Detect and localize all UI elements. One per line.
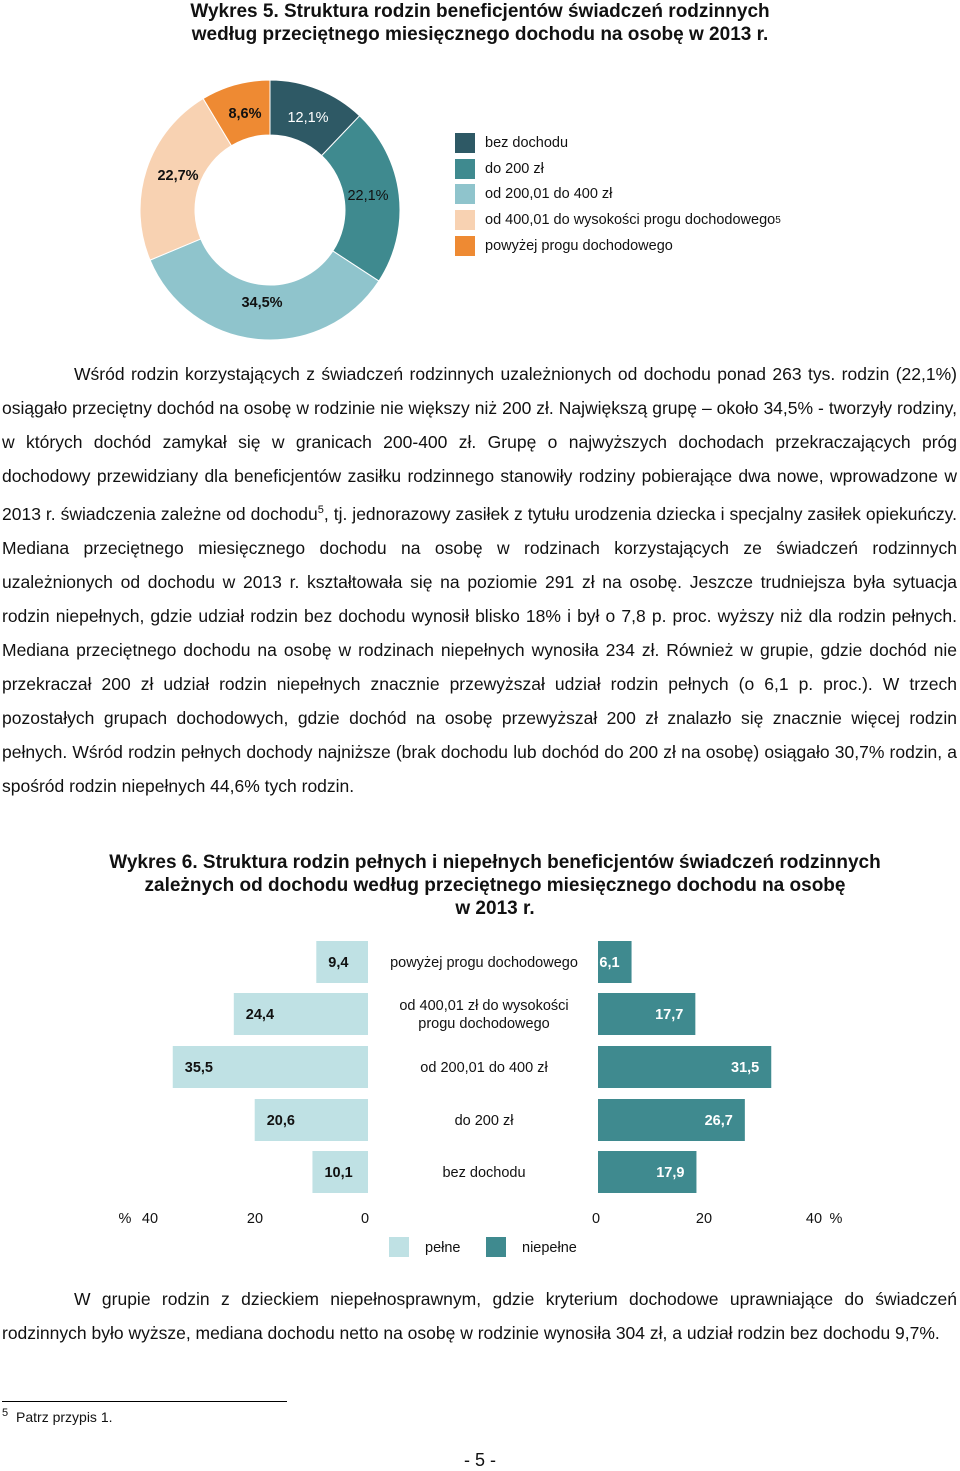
pie-slice-label: 22,1%	[347, 188, 389, 204]
legend-label: do 200 zł	[485, 161, 544, 177]
bar-pelne-label: 20,6	[266, 1113, 295, 1129]
axis-tick-right: 40	[805, 1211, 823, 1227]
footnote-text: Patrz przypis 1.	[16, 1408, 113, 1425]
category-label: bez dochodu	[442, 1165, 526, 1181]
bar-niepelne-label: 31,5	[731, 1060, 760, 1076]
footnote-number: 5	[2, 1407, 9, 1419]
legend-item	[455, 210, 781, 230]
category-label: do 200 zł	[454, 1113, 514, 1129]
chart1-title-line1: Wykres 5. Struktura rodzin beneficjentów świadczeń rodzinnych	[190, 1, 770, 22]
page-number: - 5 -	[463, 1450, 496, 1470]
legend-item	[455, 159, 544, 179]
legend-swatch	[455, 236, 475, 256]
footnote	[2, 1407, 113, 1425]
bar-pelne-label: 10,1	[324, 1165, 353, 1181]
legend-item	[455, 133, 568, 153]
category-label: powyżej progu dochodowego	[390, 955, 578, 971]
axis-tick-left: %	[118, 1211, 132, 1227]
legend-label: bez dochodu	[485, 135, 569, 151]
legend-label-niepelne: niepełne	[522, 1240, 577, 1256]
axis-tick-right: %	[829, 1211, 843, 1227]
legend-label: powyżej progu dochodowego	[485, 238, 673, 254]
chart2-title	[0, 851, 960, 920]
paragraph-1	[2, 357, 957, 803]
legend-label: od 400,01 do wysokości progu dochodowego	[485, 212, 776, 228]
chart2-title-line1: Wykres 6. Struktura rodzin pełnych i niepełnych beneficjentów świadczeń rodzinnych	[109, 852, 881, 873]
bar-chart	[0, 930, 960, 1270]
legend-label: od 200,01 do 400 zł	[485, 186, 613, 202]
bar-niepelne-label: 6,1	[599, 955, 620, 971]
chart2-title-line2: zależnych od dochodu według przeciętnego miesięcznego dochodu na osobę	[144, 875, 846, 896]
bar-niepelne-label: 26,7	[704, 1113, 733, 1129]
axis-tick-left: 0	[360, 1211, 370, 1227]
footnote-divider	[2, 1401, 287, 1402]
category-label: od 400,01 zł do wysokości	[399, 998, 569, 1014]
legend-label-pelne: pełne	[425, 1240, 461, 1256]
bar-pelne-label: 35,5	[184, 1060, 213, 1076]
footnote-ref: 5	[317, 504, 324, 516]
bar-niepelne-label: 17,7	[655, 1007, 684, 1023]
pie-slice-label: 22,7%	[157, 168, 199, 184]
legend-footnote-ref: 5	[775, 214, 781, 226]
pie-slice-label: 8,6%	[228, 106, 262, 122]
axis-tick-left: 40	[141, 1211, 159, 1227]
pie-slice-label: 34,5%	[241, 295, 283, 311]
category-label: progu dochodowego	[418, 1016, 550, 1032]
category-label: od 200,01 do 400 zł	[420, 1060, 548, 1076]
legend-item	[455, 184, 612, 204]
chart1-title-line2: według przeciętnego miesięcznego dochodu na osobę w 2013 r.	[191, 24, 769, 45]
pie-slice-label: 12,1%	[287, 110, 329, 126]
axis-tick-right: 0	[591, 1211, 601, 1227]
bar-niepelne-label: 17,9	[656, 1165, 685, 1181]
paragraph-2: W grupie rodzin z dzieckiem niepełnosprawnym, gdzie kryterium dochodowe uprawniające do świadczeń rodzinnych było wyższe, mediana dochodu netto na osobę w rodzinie wynosiła 304 zł, a udział rodzin bez dochodu 9,7%.	[2, 1289, 957, 1343]
bar-pelne-label: 24,4	[245, 1007, 275, 1023]
chart1-title	[0, 0, 960, 46]
legend-swatch-pelne	[389, 1237, 409, 1257]
legend-swatch	[455, 210, 475, 230]
axis-tick-left: 20	[246, 1211, 264, 1227]
legend-swatch	[455, 133, 475, 153]
paragraph-1-text: Wśród rodzin korzystających z świadczeń rodzinnych uzależnionych od dochodu ponad 263 tys. rodzin (22,1%) osiągało przeciętny dochód na osobę w rodzinie nie większy niż 200 zł. Największą grupę – około 34,5% - tworzyły rodziny, w których dochód zamykał się w granicach 200-400 zł. Grupę o najwyższych dochodach przekraczających próg dochodowy przewidziany dla beneficjentów zasiłku rodzinnego stanowiły rodziny pobierające dwa nowe, wprowadzone w 2013 r. świadczenia zależne od dochodu	[2, 364, 957, 524]
bar-pelne-label: 9,4	[328, 955, 349, 971]
legend-swatch	[455, 184, 475, 204]
donut-chart	[130, 70, 410, 350]
legend-swatch-niepelne	[486, 1237, 506, 1257]
chart2-title-line3: w 2013 r.	[455, 898, 535, 919]
paragraph-1-rest: , tj. jednorazowy zasiłek z tytułu urodzenia dziecka i specjalny zasiłek opiekuńczy. Mediana przeciętnego miesięcznego dochodu na osobę w rodzinach korzystających ze świadczeń rodzinnych uzależnionych od dochodu w 2013 r. kształtowała się na poziomie 291 zł na osobę. Jeszcze trudniejsza była sytuacja rodzin niepełnych, gdzie udział rodzin bez dochodu wynosił blisko 18% i był o 7,8 p. proc. wyższy niż dla rodzin pełnych. Mediana przeciętnego dochodu na osobę w rodzinach niepełnych wynosiła 234 zł. Również w grupie, gdzie dochód nie przekraczał 200 zł udział rodzin niepełnych znacznie przewyższał udział rodzin pełnych (o 6,1 p. proc.). W trzech pozostałych grupach dochodowych, gdzie dochód na osobę przewyższał 200 zł znalazło się znacznie więcej rodzin pełnych. Wśród rodzin pełnych dochody najniższe (brak dochodu lub dochód do 200 zł na osobę) osiągało 30,7% rodzin, a spośród rodzin niepełnych 44,6% tych rodzin.	[2, 503, 957, 796]
axis-tick-right: 20	[695, 1211, 713, 1227]
legend-item	[455, 236, 673, 256]
legend-swatch	[455, 159, 475, 179]
